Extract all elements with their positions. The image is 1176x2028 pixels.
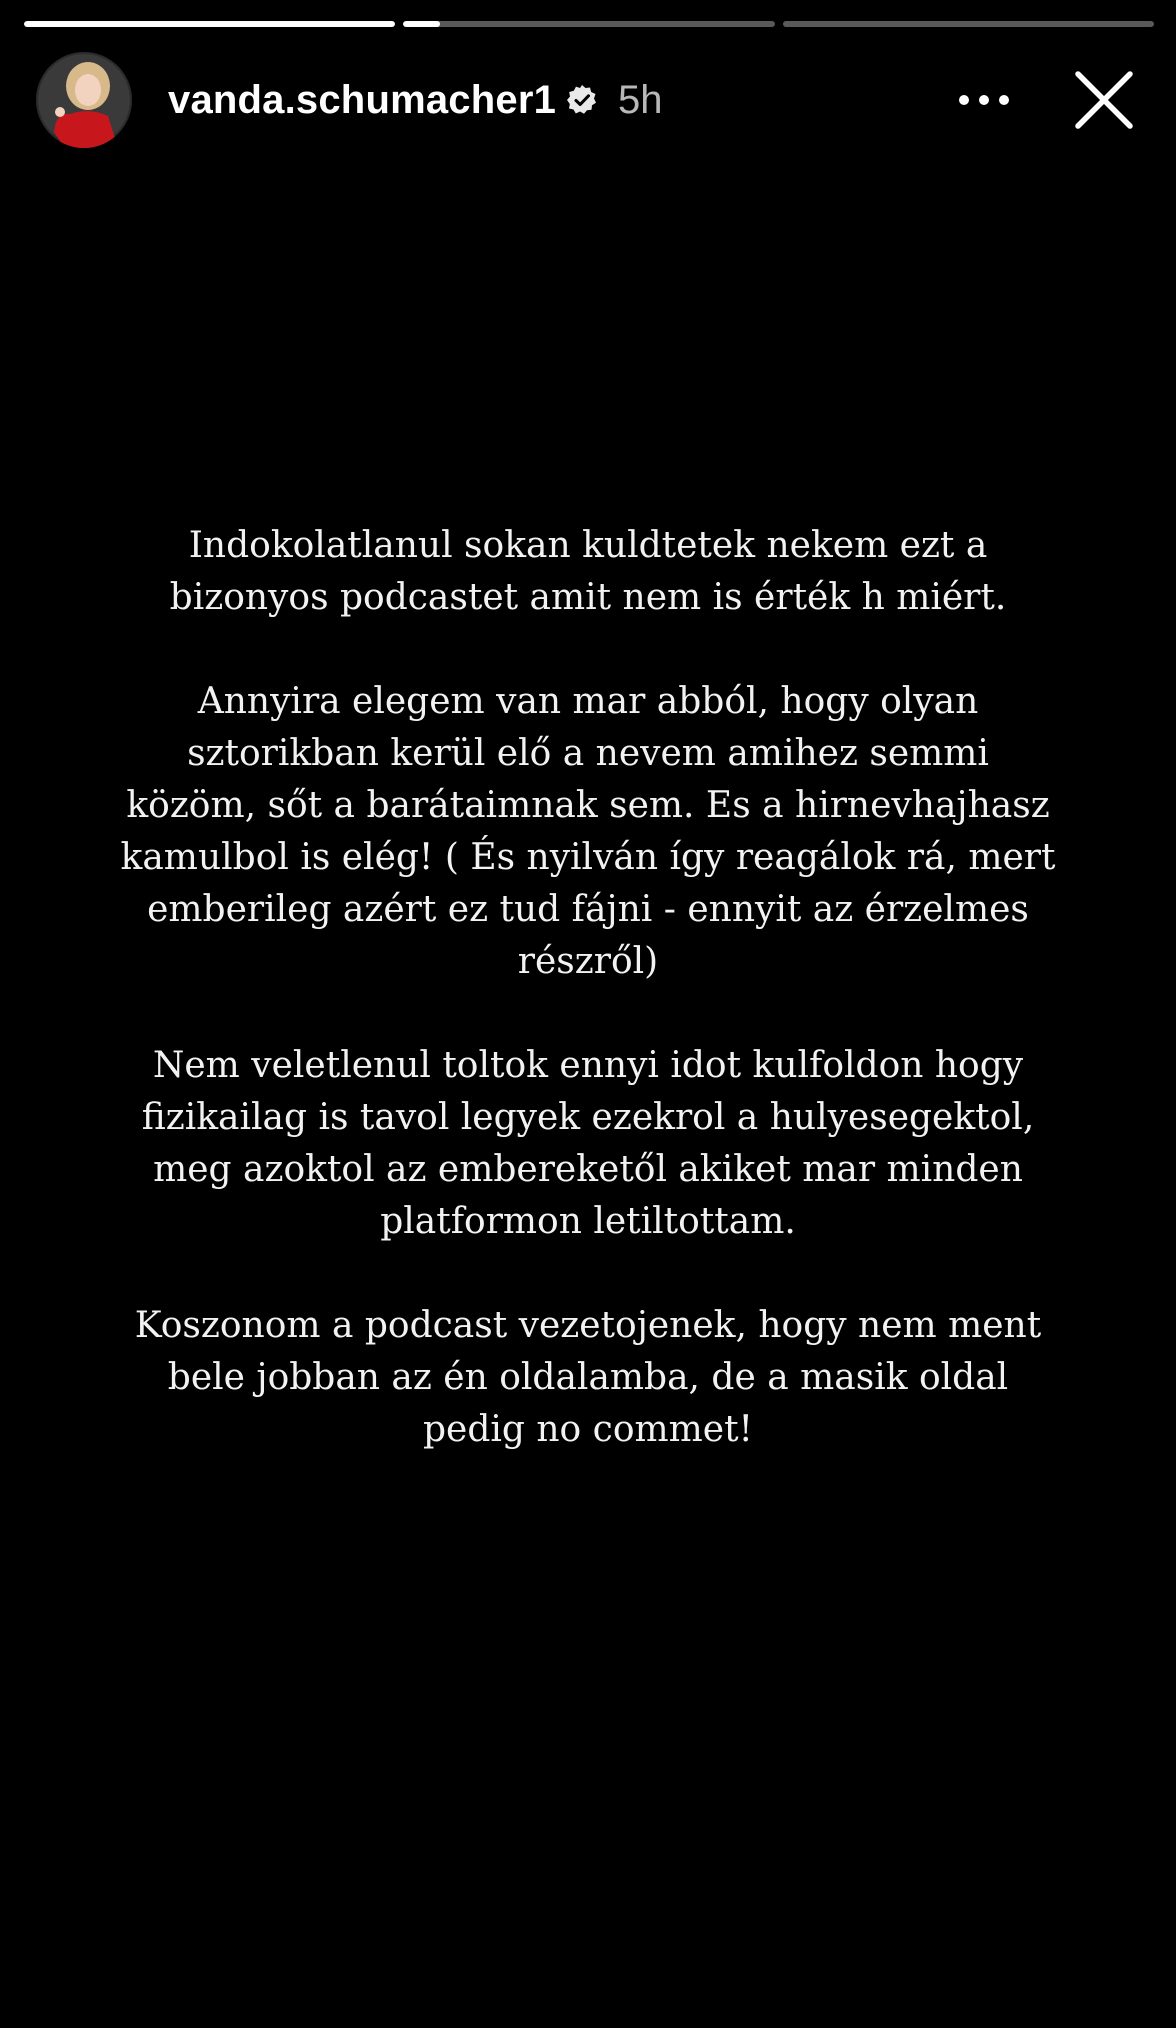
username[interactable]: vanda.schumacher1 (168, 77, 557, 122)
more-button[interactable] (954, 70, 1014, 130)
verified-badge-icon (566, 84, 598, 116)
story-paragraph: Annyira elegem van mar abból, hogy olyan sztorikban kerül elő a nevem amihez semmi közöm, sőt a barátaimnak sem. Es a hirnevhajhasz kamulbol is elég! ( És nyilván így reagálok rá, mert emberileg azért ez tud fájni - ennyit az érzelmes részről) (120, 681, 1056, 982)
story-paragraph: Nem veletlenul toltok ennyi idot kulfoldon hogy fizikailag is tavol legyek ezekrol a hulyesegektol, meg azoktol az embereketől akiket mar minden platformon letiltottam. (141, 1045, 1035, 1242)
post-time: 5h (618, 77, 663, 122)
avatar-image (36, 52, 132, 148)
close-button[interactable] (1072, 68, 1136, 132)
story-progress-bar (24, 21, 1154, 27)
story-text (120, 520, 1056, 1508)
progress-segment (24, 21, 395, 27)
progress-fill (24, 21, 395, 27)
story-paragraph: Koszonom a podcast vezetojenek, hogy nem ment bele jobban az én oldalamba, de a masik oldal pedig no commet! (134, 1305, 1042, 1450)
avatar[interactable] (36, 52, 132, 148)
close-icon (1074, 70, 1134, 130)
progress-fill (403, 21, 440, 27)
progress-segment (783, 21, 1154, 27)
story-paragraph: Indokolatlanul sokan kuldtetek nekem ezt a bizonyos podcastet amit nem is érték h miért. (169, 525, 1007, 618)
more-horizontal-icon (958, 94, 1010, 106)
story-header (36, 52, 1152, 148)
progress-segment (403, 21, 774, 27)
